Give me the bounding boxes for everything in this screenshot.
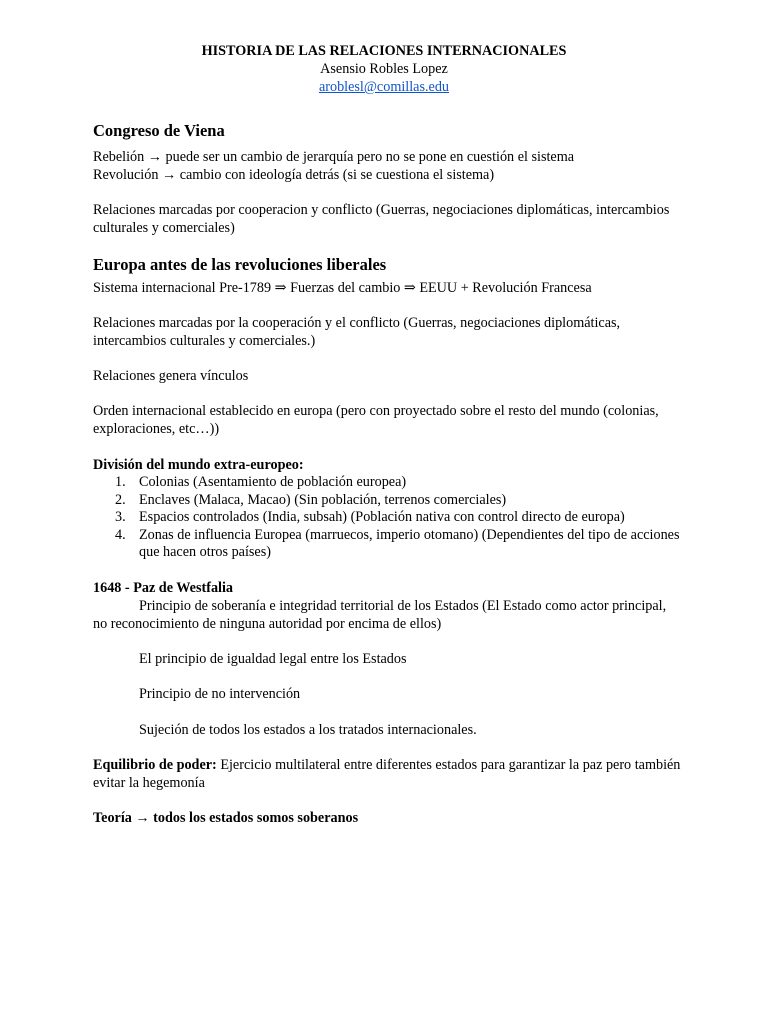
list-item [93, 474, 683, 492]
equilibrio-text: Ejercicio multilateral entre diferentes estados para garantizar la paz pero también evitar la hegemonía [93, 757, 681, 791]
list-item [93, 492, 683, 510]
list-item [93, 527, 683, 562]
orden-internacional-paragraph: Orden internacional establecido en europa (pero con proyectado sobre el resto del mundo (colonias, exploraciones, etc…)) [93, 403, 659, 437]
list-item-text: Colonias (Asentamiento de población europea) [139, 474, 407, 490]
list-item-text: Zonas de influencia Europea (marruecos, imperio otomano) (Dependientes del tipo de acciones que hacen otros países) [139, 526, 680, 560]
author-email-wrap [0, 79, 768, 97]
equilibrio-paragraph [93, 757, 683, 792]
soberania-paragraph: Principio de soberanía e integridad territorial de los Estados (El Estado como actor principal, no reconocimiento de ninguna autoridad por encima de ellos) [93, 598, 667, 632]
heading-europa: Europa antes de las revoluciones liberales [93, 255, 387, 274]
list-number: 3. [115, 509, 126, 525]
list-item-text: Espacios controlados (India, subsah) (Población nativa con control directo de europa) [139, 509, 625, 525]
author-name: Asensio Robles Lopez [320, 61, 448, 77]
no-intervencion-paragraph: Principio de no intervención [139, 686, 301, 702]
equilibrio-label: Equilibrio de poder: [93, 757, 217, 773]
list-number: 2. [115, 491, 126, 508]
relaciones-paragraph: Relaciones marcadas por cooperacion y conflicto (Guerras, negociaciones diplomáticas, intercambios culturales y comerciales) [93, 202, 670, 236]
rebelion-line: Rebelión → puede ser un cambio de jerarquía pero no se pone en cuestión el sistema [93, 149, 575, 165]
teoria-line: Teoría → todos los estados somos soberanos [93, 810, 359, 826]
list-number: 1. [115, 474, 126, 490]
revolucion-line: Revolución → cambio con ideología detrás (si se cuestiona el sistema) [93, 167, 495, 183]
division-list [93, 474, 683, 562]
heading-congreso-de-viena: Congreso de Viena [93, 121, 225, 140]
author-email-link[interactable]: aroblesl@comillas.edu [318, 79, 450, 95]
division-list-wrap [93, 474, 683, 562]
list-item [93, 509, 683, 527]
vinculos-paragraph: Relaciones genera vínculos [93, 368, 249, 384]
list-number: 4. [115, 526, 126, 543]
heading-division: División del mundo extra-europeo: [93, 457, 304, 473]
relaciones-cooperacion-paragraph: Relaciones marcadas por la cooperación y el conflicto (Guerras, negociaciones diplomáticas, intercambios culturales y comerciales.) [93, 315, 621, 349]
sistema-line: Sistema internacional Pre-1789 ⇒ Fuerzas del cambio ⇒ EEUU + Revolución Francesa [93, 280, 592, 296]
document-title: HISTORIA DE LAS RELACIONES INTERNACIONALES [201, 43, 567, 59]
heading-westfalia: 1648 - Paz de Westfalia [93, 580, 234, 596]
sujecion-paragraph: Sujeción de todos los estados a los tratados internacionales. [139, 722, 477, 738]
list-item-text: Enclaves (Malaca, Macao) (Sin población, terrenos comerciales) [139, 491, 507, 508]
igualdad-paragraph: El principio de igualdad legal entre los Estados [139, 651, 407, 667]
